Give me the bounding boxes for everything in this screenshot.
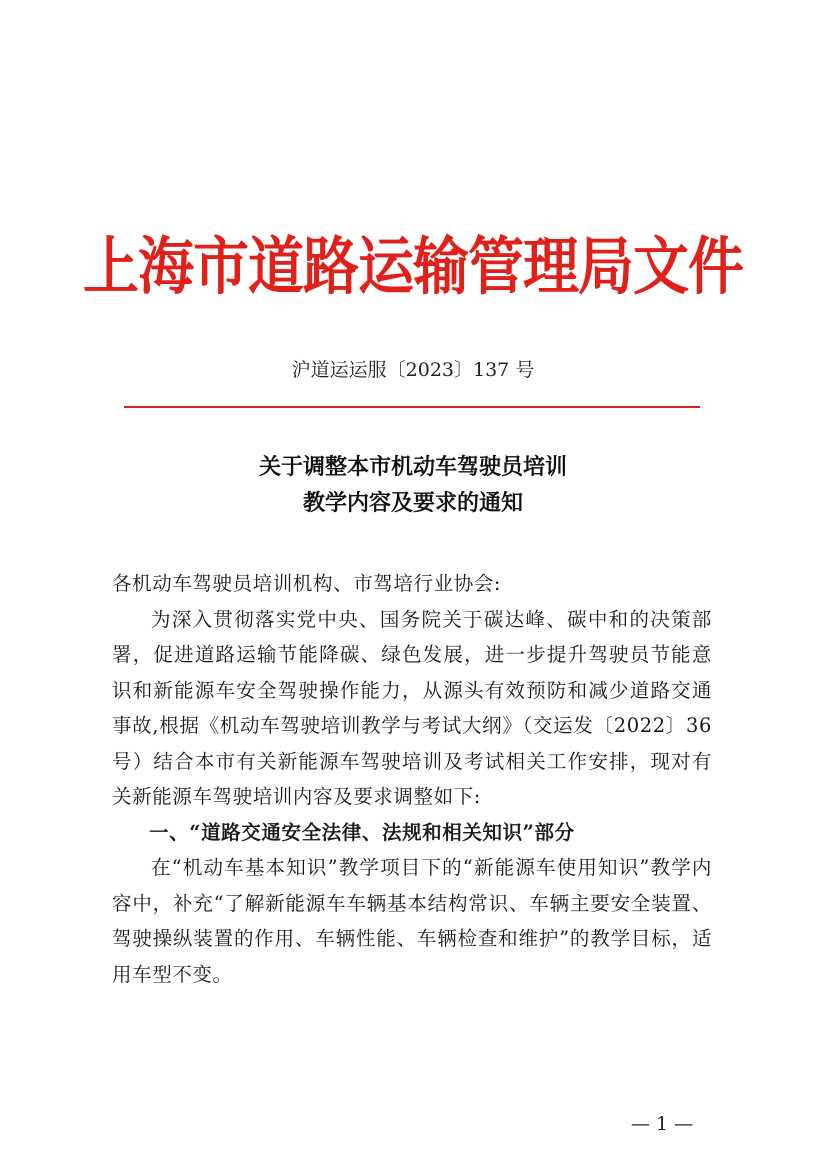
body-paragraph-1: 为深入贯彻落实党中央、国务院关于碳达峰、碳中和的决策部署，促进道路运输节能降碳、绿色发展，进一步提升驾驶员节能意识和新能源车安全驾驶操作能力，从源头有效预防和减少道路交通事故,根据《机动车驾驶培训教学与考试大纲》（交运发〔2022〕36 号）结合本市有关新能源车驾驶培训及考试相关工作安排，现对有关新能源车驾驶培训内容及要求调整如下: [112,607,712,808]
document-number: 沪道运运服〔2023〕137 号 [291,359,535,381]
notice-title-line-1: 关于调整本市机动车驾驶员培训 [258,454,567,480]
salutation: 各机动车驾驶员培训机构、市驾培行业协会: [112,572,502,595]
issuer-header-title: 上海市道路运输管理局文件 [83,229,743,304]
document-body [112,566,712,992]
section-heading-1: 一、“道路交通安全法律、法规和相关知识”部分 [149,820,575,844]
page-number: — 1 — [630,1113,694,1135]
notice-title-line-2: 教学内容及要求的通知 [302,490,523,516]
body-paragraph-2: 在“机动车基本知识”教学项目下的“新能源车使用知识”教学内容中，补充“了解新能源车车辆基本结构常识、车辆主要安全装置、驾驶操纵装置的作用、车辆性能、车辆检查和维护”的教学目标，适用车型不变。 [112,856,712,986]
header-divider [124,406,700,408]
notice-title [0,449,826,521]
